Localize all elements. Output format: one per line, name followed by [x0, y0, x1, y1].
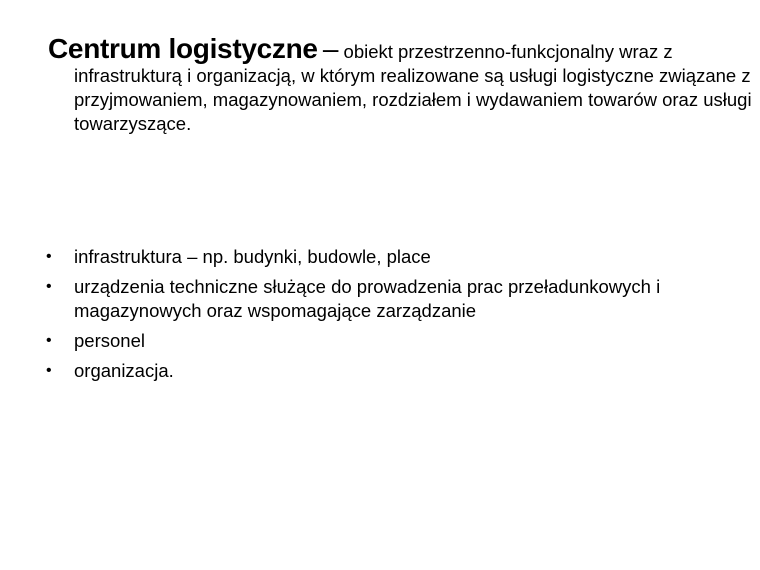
bullet-icon: •: [46, 332, 52, 349]
list-item-text: personel: [74, 330, 145, 351]
definition-dash: –: [322, 33, 339, 64]
definition-paragraph: [48, 34, 754, 136]
list-item: [44, 359, 724, 383]
bullet-icon: •: [46, 278, 52, 295]
list-item-text: organizacja.: [74, 360, 174, 381]
list-item: [44, 245, 724, 269]
list-item: [44, 275, 724, 323]
definition-text: obiekt przestrzenno-funkcjonalny wraz z infrastrukturą i organizacją, w którym realizowane są usługi logistyczne związane z przyjmowaniem, magazynowaniem, rozdziałem i wydawaniem towarów oraz usługi towarzyszące.: [74, 41, 752, 134]
bullet-icon: •: [46, 362, 52, 379]
list-item: [44, 329, 724, 353]
list-item-text: urządzenia techniczne służące do prowadzenia prac przeładunkowych i magazynowych oraz wspomagające zarządzanie: [74, 276, 661, 321]
bullet-list: [44, 245, 724, 389]
list-item-text: infrastruktura – np. budynki, budowle, place: [74, 246, 431, 267]
definition-term: Centrum logistyczne: [48, 33, 318, 64]
bullet-icon: •: [46, 248, 52, 265]
